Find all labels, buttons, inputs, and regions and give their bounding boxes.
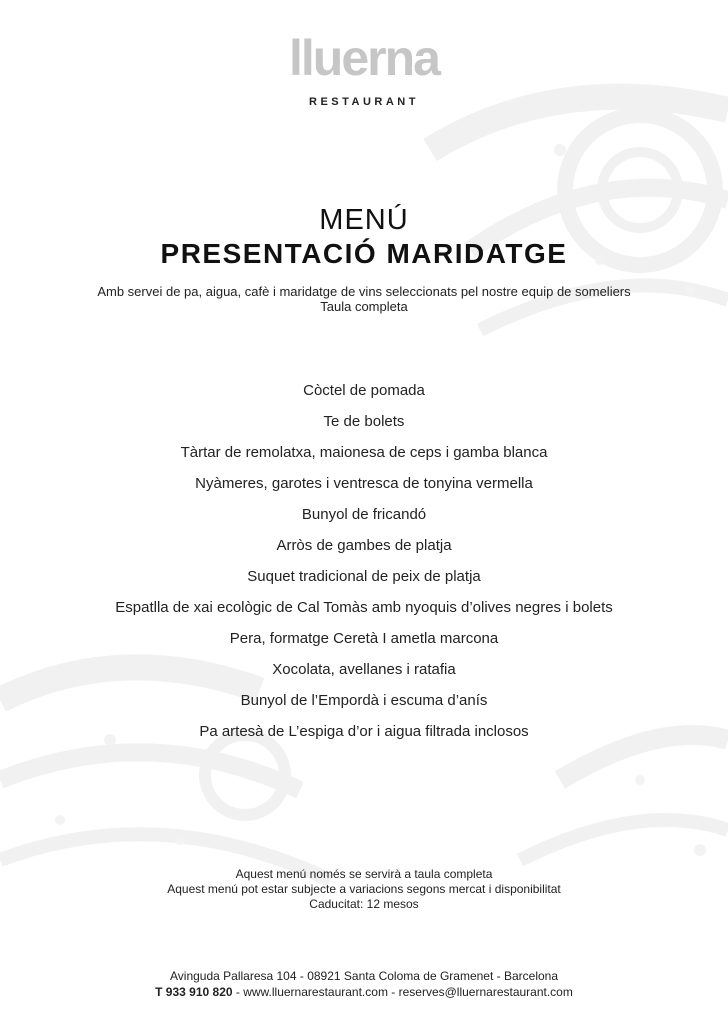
dish-item: Suquet tradicional de peix de platja: [247, 568, 481, 585]
dish-item: Espatlla de xai ecològic de Cal Tomàs amb nyoquis d’olives negres i bolets: [115, 599, 613, 616]
menu-notes: [0, 867, 728, 912]
note-line: Caducitat: 12 mesos: [309, 897, 419, 911]
footer-address: Avinguda Pallaresa 104 - 08921 Santa Coloma de Gramenet - Barcelona: [169, 969, 559, 983]
dish-item: Xocolata, avellanes i ratafia: [272, 661, 456, 678]
dish-list: [0, 380, 728, 752]
dish-item: Pa artesà de L’espiga d’or i aigua filtrada inclosos: [199, 723, 529, 740]
intro-line: Taula completa: [320, 299, 408, 314]
brand-subtitle: RESTAURANT: [309, 96, 419, 108]
dish-item: Arròs de gambes de platja: [276, 537, 452, 554]
dish-item: Tàrtar de remolatxa, maionesa de ceps i gamba blanca: [180, 444, 548, 461]
dish-item: Bunyol de fricandó: [301, 506, 427, 523]
note-line: Aquest menú només se servirà a taula completa: [235, 867, 493, 881]
footer: [0, 968, 728, 1000]
menu-title: MENÚ: [319, 204, 409, 236]
dish-item: Pera, formatge Ceretà I ametla marcona: [229, 630, 499, 647]
intro-line: Amb servei de pa, aigua, cafè i maridatge de vins seleccionats pel nostre equip de someliers: [97, 284, 631, 299]
menu-intro: [0, 284, 728, 314]
menu-subtitle: PRESENTACIÓ MARIDATGE: [160, 238, 568, 269]
dish-item: Còctel de pomada: [303, 382, 425, 399]
dish-item: Bunyol de l’Empordà i escuma d’anís: [240, 692, 488, 709]
dish-item: Te de bolets: [323, 413, 405, 430]
note-line: Aquest menú pot estar subjecte a variacions segons mercat i disponibilitat: [167, 882, 561, 896]
footer-contact: [0, 984, 728, 1000]
brand-logo: lluerna: [289, 30, 439, 86]
dish-item: Nyàmeres, garotes i ventresca de tonyina vermella: [195, 475, 533, 492]
footer-web-email: - www.lluernarestaurant.com - reserves@lluernarestaurant.com: [232, 985, 573, 999]
footer-phone: T 933 910 820: [155, 985, 233, 999]
